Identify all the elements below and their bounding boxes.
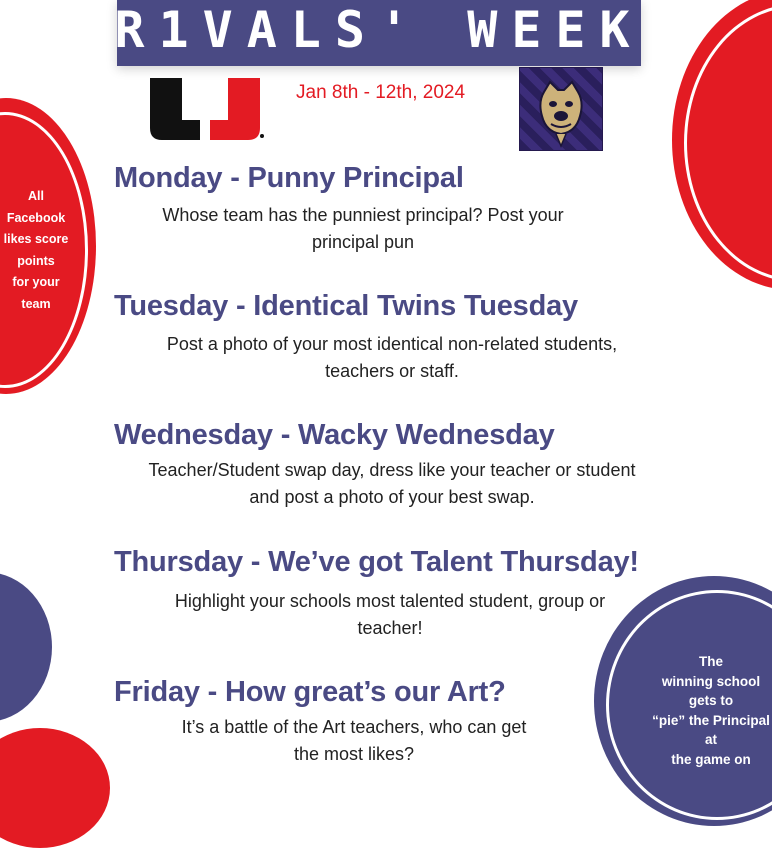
right-prize-note	[636, 652, 772, 769]
event-date: Jan 8th - 12th, 2024	[296, 82, 466, 103]
description-line: Highlight your schools most talented student, group or	[174, 591, 606, 611]
description-line: and post a photo of your best swap.	[249, 487, 535, 507]
left-note-line: team	[21, 296, 51, 311]
bulldog-mascot-logo-icon	[519, 67, 603, 151]
description-line: principal pun	[311, 232, 415, 252]
description-line: Post a photo of your most identical non-related students,	[166, 334, 618, 354]
left-note-line: All	[28, 189, 44, 203]
monday-title: Monday - Punny Principal	[114, 162, 464, 194]
right-note-line: at	[704, 732, 717, 747]
description-line: teacher!	[357, 618, 423, 638]
thursday-description	[146, 588, 634, 642]
description-line: Teacher/Student swap day, dress like your teacher or student	[148, 460, 636, 480]
left-facebook-note	[2, 186, 70, 315]
tuesday-title: Tuesday - Identical Twins Tuesday	[114, 290, 578, 322]
friday-description	[156, 714, 552, 768]
left-note-line: for your	[12, 275, 60, 289]
monday-description	[139, 202, 587, 256]
left-note-line: Facebook	[6, 210, 66, 225]
right-note-line: The	[698, 654, 723, 669]
right-note-line: the game on	[671, 751, 751, 767]
description-line: Whose team has the punniest principal? Post your	[162, 205, 564, 225]
u-letter-logo-icon	[148, 78, 266, 140]
left-note-line: likes score	[3, 232, 69, 246]
wednesday-title: Wednesday - Wacky Wednesday	[114, 419, 555, 451]
thursday-title: Thursday - We’ve got Talent Thursday!	[114, 546, 639, 578]
right-note-line: gets to	[688, 693, 734, 708]
page-title: R1VALS' WEEK	[114, 1, 644, 59]
left-note-line: points	[17, 253, 55, 268]
bottom-left-navy-circle	[0, 572, 52, 722]
description-line: the most likes?	[293, 744, 415, 764]
title-banner	[114, 0, 644, 66]
bottom-left-red-circle	[0, 728, 110, 848]
description-line: teachers or staff.	[325, 361, 459, 381]
right-note-line: “pie” the Principal	[652, 712, 770, 728]
wednesday-description	[116, 457, 668, 511]
description-line: It’s a battle of the Art teachers, who can get	[181, 717, 527, 737]
tuesday-description	[136, 331, 648, 385]
friday-title: Friday - How great’s our Art?	[114, 676, 506, 708]
right-note-line: winning school	[661, 673, 761, 689]
